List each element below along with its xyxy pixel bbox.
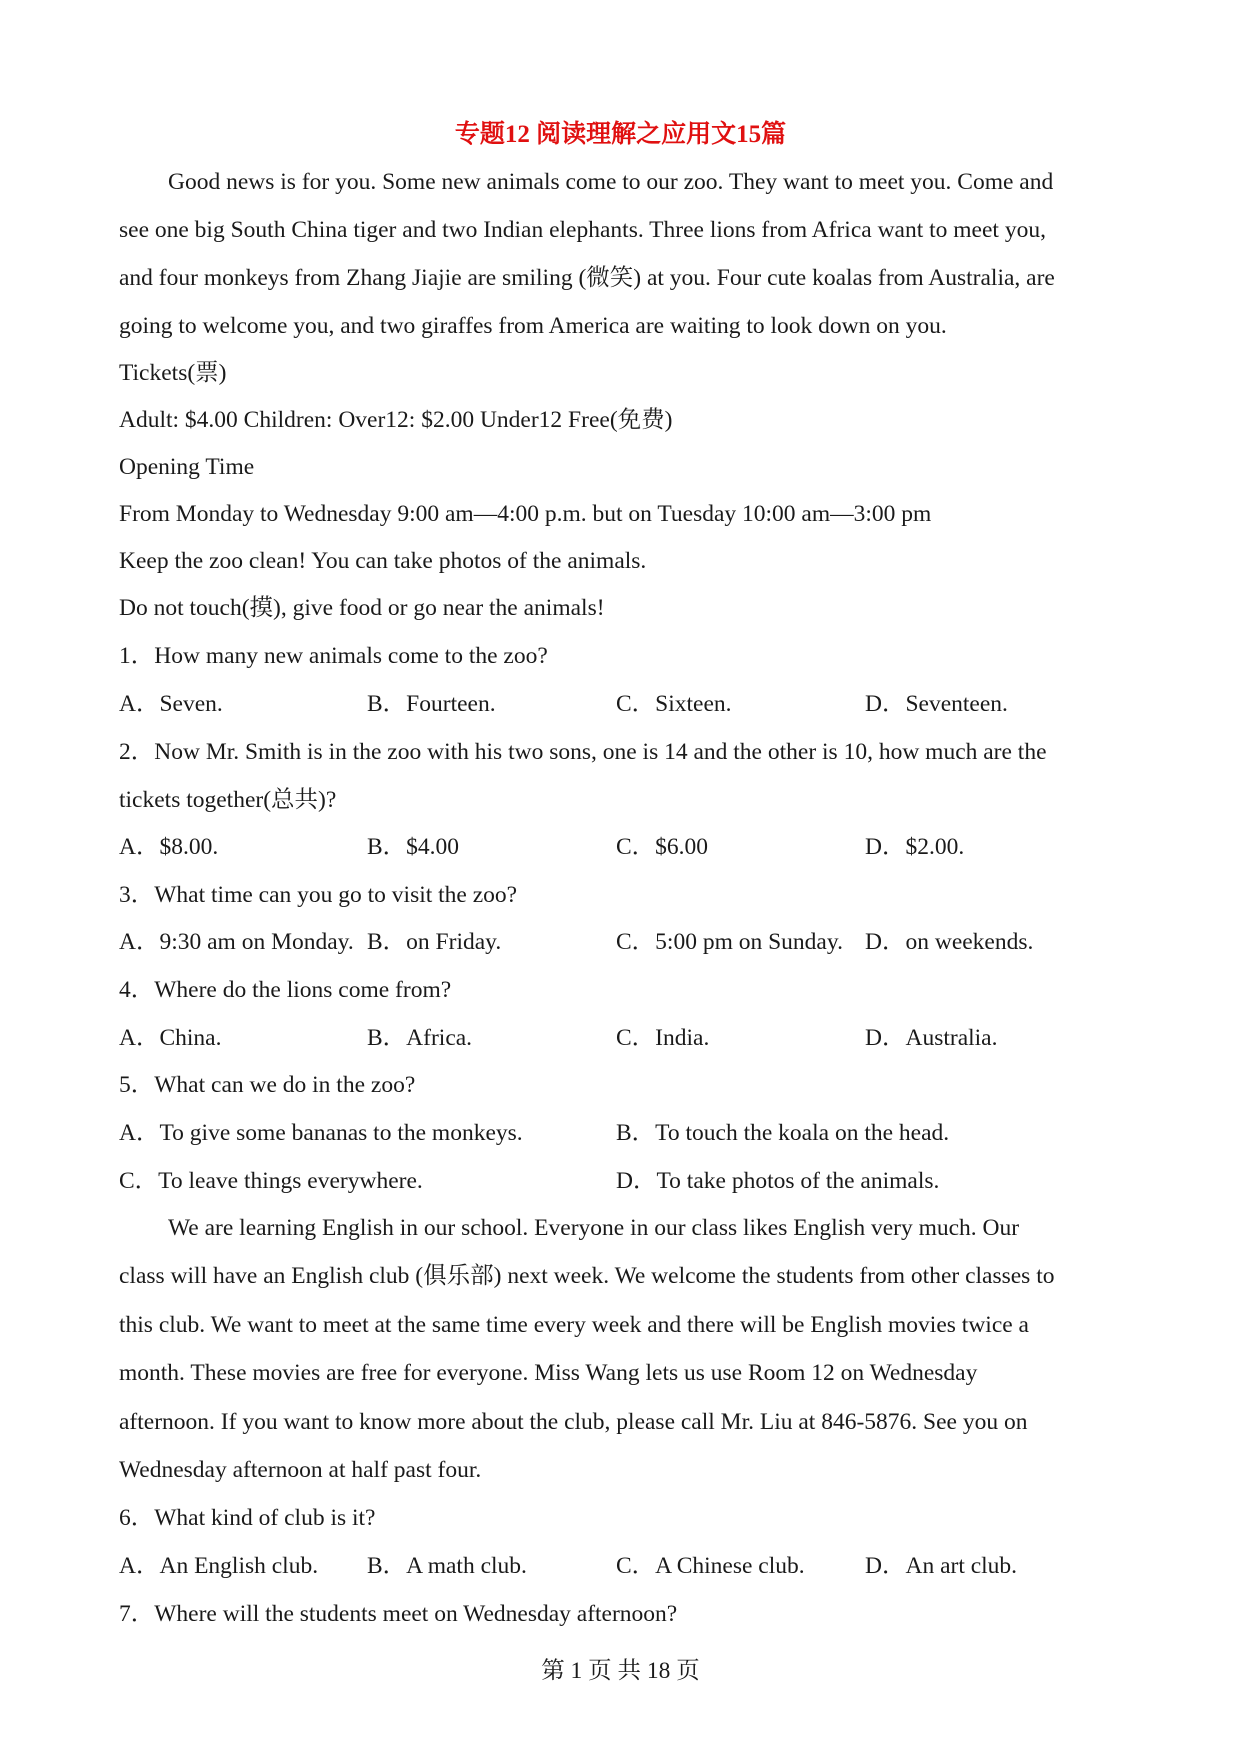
option-c[interactable]: C．$6.00	[616, 834, 709, 860]
passage1-line: and four monkeys from Zhang Jiajie are smiling (微笑) at you. Four cute koalas from Australia, are	[119, 265, 1055, 291]
opening-hours: From Monday to Wednesday 9:00 am—4:00 p.m. but on Tuesday 10:00 am—3:00 pm	[119, 501, 932, 527]
question-stem: 5．What can we do in the zoo?	[119, 1072, 416, 1098]
page-title: 专题12 阅读理解之应用文15篇	[454, 121, 787, 148]
page-footer: 第 1 页 共 18 页	[541, 1658, 700, 1684]
passage1-line: going to welcome you, and two giraffes from America are waiting to look down on you.	[119, 313, 947, 339]
passage1-line: see one big South China tiger and two Indian elephants. Three lions from Africa want to meet you,	[119, 217, 1046, 243]
passage2-line: class will have an English club (俱乐部) next week. We welcome the students from other classes to	[119, 1263, 1055, 1289]
opening-time-heading: Opening Time	[119, 454, 255, 480]
passage1-line: Good news is for you. Some new animals come to our zoo. They want to meet you. Come and	[168, 169, 1054, 195]
option-d[interactable]: D．An art club.	[865, 1553, 1018, 1579]
question-stem: 1．How many new animals come to the zoo?	[119, 643, 548, 669]
passage2-line: this club. We want to meet at the same time every week and there will be English movies twice a	[119, 1312, 1029, 1338]
option-c[interactable]: C．India.	[616, 1025, 710, 1051]
option-c[interactable]: C．To leave things everywhere.	[119, 1168, 423, 1194]
option-d[interactable]: D．To take photos of the animals.	[616, 1168, 940, 1194]
option-d[interactable]: D．Seventeen.	[865, 691, 1008, 717]
option-b[interactable]: B．Africa.	[367, 1025, 473, 1051]
zoo-rule: Do not touch(摸), give food or go near the animals!	[119, 595, 605, 621]
question-stem: 3．What time can you go to visit the zoo?	[119, 882, 518, 908]
question-stem: 4．Where do the lions come from?	[119, 977, 452, 1003]
option-a[interactable]: A．Seven.	[119, 691, 223, 717]
option-c[interactable]: C．Sixteen.	[616, 691, 732, 717]
option-a[interactable]: A．China.	[119, 1025, 222, 1051]
option-b[interactable]: B．on Friday.	[367, 929, 502, 955]
passage2-line: Wednesday afternoon at half past four.	[119, 1457, 482, 1483]
passage2-line: afternoon. If you want to know more about the club, please call Mr. Liu at 846-5876. See you on	[119, 1409, 1028, 1435]
option-c[interactable]: C．5:00 pm on Sunday.	[616, 929, 843, 955]
option-a[interactable]: A．$8.00.	[119, 834, 219, 860]
tickets-heading: Tickets(票)	[119, 360, 227, 386]
question-stem: 7．Where will the students meet on Wednesday afternoon?	[119, 1601, 678, 1627]
option-b[interactable]: B．$4.00	[367, 834, 460, 860]
question-stem: 2．Now Mr. Smith is in the zoo with his two sons, one is 14 and the other is 10, how much are the	[119, 739, 1047, 765]
option-d[interactable]: D．Australia.	[865, 1025, 998, 1051]
question-stem: tickets together(总共)?	[119, 787, 337, 813]
option-a[interactable]: A．9:30 am on Monday.	[119, 929, 354, 955]
question-stem: 6．What kind of club is it?	[119, 1505, 376, 1531]
option-b[interactable]: B．To touch the koala on the head.	[616, 1120, 950, 1146]
option-d[interactable]: D．on weekends.	[865, 929, 1034, 955]
option-b[interactable]: B．Fourteen.	[367, 691, 496, 717]
option-a[interactable]: A．To give some bananas to the monkeys.	[119, 1120, 523, 1146]
passage2-line: month. These movies are free for everyone. Miss Wang lets us use Room 12 on Wednesday	[119, 1360, 978, 1386]
passage2-line: We are learning English in our school. Everyone in our class likes English very much. Our	[168, 1215, 1020, 1241]
option-d[interactable]: D．$2.00.	[865, 834, 965, 860]
ticket-prices: Adult: $4.00 Children: Over12: $2.00 Under12 Free(免费)	[119, 407, 673, 433]
option-a[interactable]: A．An English club.	[119, 1553, 319, 1579]
zoo-rule: Keep the zoo clean! You can take photos of the animals.	[119, 548, 647, 574]
option-c[interactable]: C．A Chinese club.	[616, 1553, 805, 1579]
option-b[interactable]: B．A math club.	[367, 1553, 527, 1579]
